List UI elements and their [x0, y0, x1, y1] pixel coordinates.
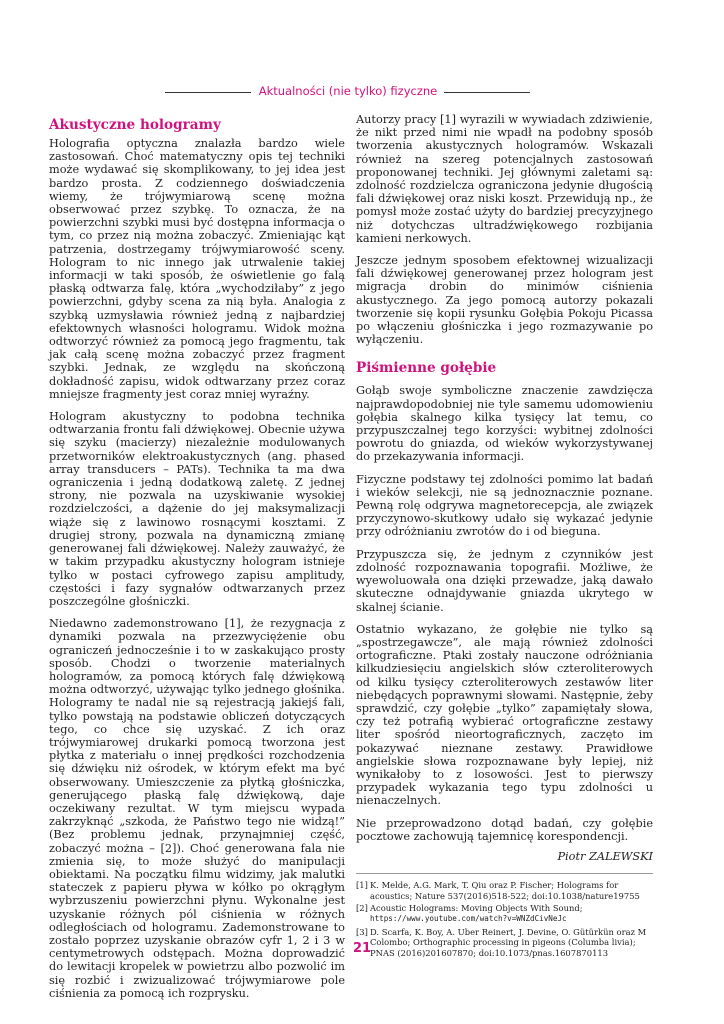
header-rule-right [444, 92, 530, 93]
article-heading-pigeons: Piśmienne gołębie [356, 360, 497, 377]
reference-body [370, 903, 653, 925]
paragraph: Jeszcze jednym sposobem efektownej wizualizacji fali dźwiękowej generowanej przez hologram jest migracja drobin do minimów ciśnienia akustycznego. Za jego pomocą autorzy pokazali tworzenie się kopii rysunku Gołębia Pokoju Picassa po włączeniu głośniczka i jego rozmazywanie po wyłączeniu. [356, 254, 653, 347]
header-rule-left [165, 92, 251, 93]
reference-text: K. Melde, A.G. Mark, T. Qiu oraz P. Fischer; Holograms for acoustics; Nature 537(2016)518-522; doi:10.1038/nature19755 [370, 880, 640, 901]
reference-item [356, 903, 653, 925]
paragraph: Holografia optyczna znalazła bardzo wiele zastosowań. Choć matematyczny opis tej techniki może wydawać się skomplikowany, to jej idea jest bardzo prosta. Z codziennego doświadczenia wiemy, że trójwymiarową scenę można obserwować przez szybkę. To oznacza, że na powierzchni szybki musi być dostępna informacja o tym, co przez nią można zobaczyć. Zmieniając kąt patrzenia, dostrzegamy trójwymiarowość sceny. Hologram to nic innego jak utrwalenie takiej informacji w taki sposób, że oświetlenie go falą płaską odtwarza falę, która „wychodziłaby” z jego powierzchni, gdyby scena za nią była. Analogia z szybką uzmysławia również jedną z najbardziej efektownych własności hologramu. Widok można odtworzyć również za pomocą jego fragmentu, tak jak całą scenę można zobaczyć przez fragment szybki. Jednak, ze względu na skończoną dokładność zapisu, widok odtwarzany przez coraz mniejsze fragmenty jest coraz mniej wyraźny. [49, 137, 345, 401]
paragraph: Niedawno zademonstrowano [1], że rezygnacja z dynamiki pozwala na przezwyciężenie obu ograniczeń jednocześnie i to w zaskakująco prosty sposób. Chodzi o tworzenie materialnych hologramów, za pomocą których falę dźwiękową można odtworzyć, używając tylko jednego głośnika. Hologramy te nadal nie są rejestracją jakiejś fali, tylko powstają na podstawie obliczeń dotyczących tego, co chce się uzyskać. Z ich oraz trójwymiarowej drukarki pomocą tworzona jest płytka z materiału o innej prędkości rozchodzenia się dźwięku niż ośrodek, w którym efekt ma być obserwowany. Umieszczenie za płytką głośniczka, generującego płaską falę dźwiękową, daje oczekiwany rezultat. W tym miejscu wypada zakrzyknąć „szkoda, że Państwo tego nie widzą!” (Bez problemu jednak, przynajmniej część, zobaczyć można – [2]). Choć generowana fala nie zmienia się, to może służyć do manipulacji obiektami. Na początku filmu widzimy, jak malutki stateczek z papieru pływa w kółko po okrągłym wybrzuszeniu powierzchni płynu. Wykonalne jest uzyskanie różnych pól ciśnienia w różnych odległościach od hologramu. Zademonstrowane to zostało poprzez uzyskanie obrazów cyfr 1, 2 i 3 w centymetrowych odstępach. Można doprowadzić do lewitacji kropelek w powietrzu albo pozwolić im się rozbić i zwizualizować trójwymiarowe pole ciśnienia za pomocą ich rozprysku. [49, 617, 345, 1000]
paragraph: Autorzy pracy [1] wyrazili w wywiadach zdziwienie, że nikt przed nimi nie wpadł na podobny sposób tworzenia akustycznych hologramów. Wskazali również na szereg potencjalnych zastosowań proponowanej techniki. Jej głównymi zaletami są: zdolność rozdzielcza ograniczona jedynie długością fali dźwiękowej oraz niski koszt. Przewidują np., że pomysł może zostać użyty do bardziej precyzyjnego niż dotychczas ultradźwiękowego rozbijania kamieni nerkowych. [356, 113, 653, 245]
paragraph: Fizyczne podstawy tej zdolności pomimo lat badań i wieków selekcji, nie są jednoznacznie poznane. Pewną rolę odgrywa magnetorecepcja, ale związek przyczynowo-skutkowy udało się wykazać jedynie przy odróżnianiu zwrotów do i od bieguna. [356, 472, 653, 539]
paragraph: Przypuszcza się, że jednym z czynników jest zdolność rozpoznawania topografii. Możliwe, że wyewoluowała ona dzięki przewadze, jaką dawało skuteczne odnajdywanie gniazda ukrytego w skalnej ścianie. [356, 547, 653, 614]
paragraph: Ostatnio wykazano, że gołębie nie tylko są „spostrzegawcze”, ale mają również zdolności ortograficzne. Ptaki zostały nauczone odróżniania kilkudziesięciu angielskich słów czteroliterowych od kilku tysięcy czteroliterowych zestawów liter niebędących poprawnymi słowami. Następnie, żeby sprawdzić, czy gołębie „tylko” zapamiętały słowa, czy też potrafią wybierać ortograficzne zestawy liter spośród nieortograficznych, zaczęto im pokazywać nieznane zestawy. Prawidłowe angielskie słowa rozpoznawane były lepiej, niż wynikałoby to z losowości. Jest to pierwszy przypadek wykazania tego typu zdolności u nienaczelnych. [356, 622, 653, 808]
reference-item [356, 880, 653, 901]
section-title: Aktualności (nie tylko) fizyczne [258, 84, 438, 98]
page-number: 21 [352, 941, 372, 956]
reference-text: D. Scarfa, K. Boy, A. Uber Reinert, J. Devine, O. Gütürkün oraz M Colombo; Orthographic processing in pigeons (Columba livia); PNAS (2016)201607870; doi:10.1073/pnas.1607870113 [370, 926, 647, 958]
left-column [49, 113, 345, 1009]
reference-text: Acoustic Holograms: Moving Objects With Sound; [370, 902, 583, 913]
running-header [0, 84, 724, 100]
reference-number: [2] [356, 902, 368, 913]
reference-number: [3] [356, 926, 368, 937]
right-column [356, 113, 653, 960]
reference-number: [1] [356, 880, 368, 891]
author-signature: Piotr ZALEWSKI [557, 849, 653, 863]
paragraph: Nie przeprowadzono dotąd badań, czy gołębie pocztowe zachowują tajemnicę korespondencji. [356, 816, 653, 843]
paragraph: Gołąb swoje symboliczne znaczenie zawdzięcza najprawdopodobniej nie tyle samemu udomowieniu gołębia skalnego kilka tysięcy lat temu, co przypuszczalnej tego korzyści: wybitnej zdolności powrotu do gniazda, od wieków wykorzystywanej do przekazywania informacji. [356, 384, 653, 464]
article-heading-acoustic-holograms: Akustyczne hologramy [49, 117, 221, 133]
reference-link[interactable]: https://www.youtube.com/watch?v=WNZdCivNeJc [370, 914, 567, 924]
paragraph: Hologram akustyczny to podobna technika odtwarzania frontu fali dźwiękowej. Obecnie używa się szyku (macierzy) niezależnie modulowanych przetworników elektroakustycznych (ang. phased array transducers – PATs). Technika ta ma dwa ograniczenia i jedną dodatkową zaletę. Z jednej strony, nie pozwala na uzyskiwanie wysokiej rozdzielczości, a dążenie do jej maksymalizacji wiąże się z lawinowo rosnącymi kosztami. Z drugiej strony, pozwala na dynamiczną zmianę generowanej fali dźwiękowej. Należy zauważyć, że w takim przypadku akustyczny hologram istnieje tylko w postaci cyfrowego zapisu amplitudy, częstości i fazy sygnałów odtwarzanych przez poszczególne głośniczki. [49, 410, 345, 608]
